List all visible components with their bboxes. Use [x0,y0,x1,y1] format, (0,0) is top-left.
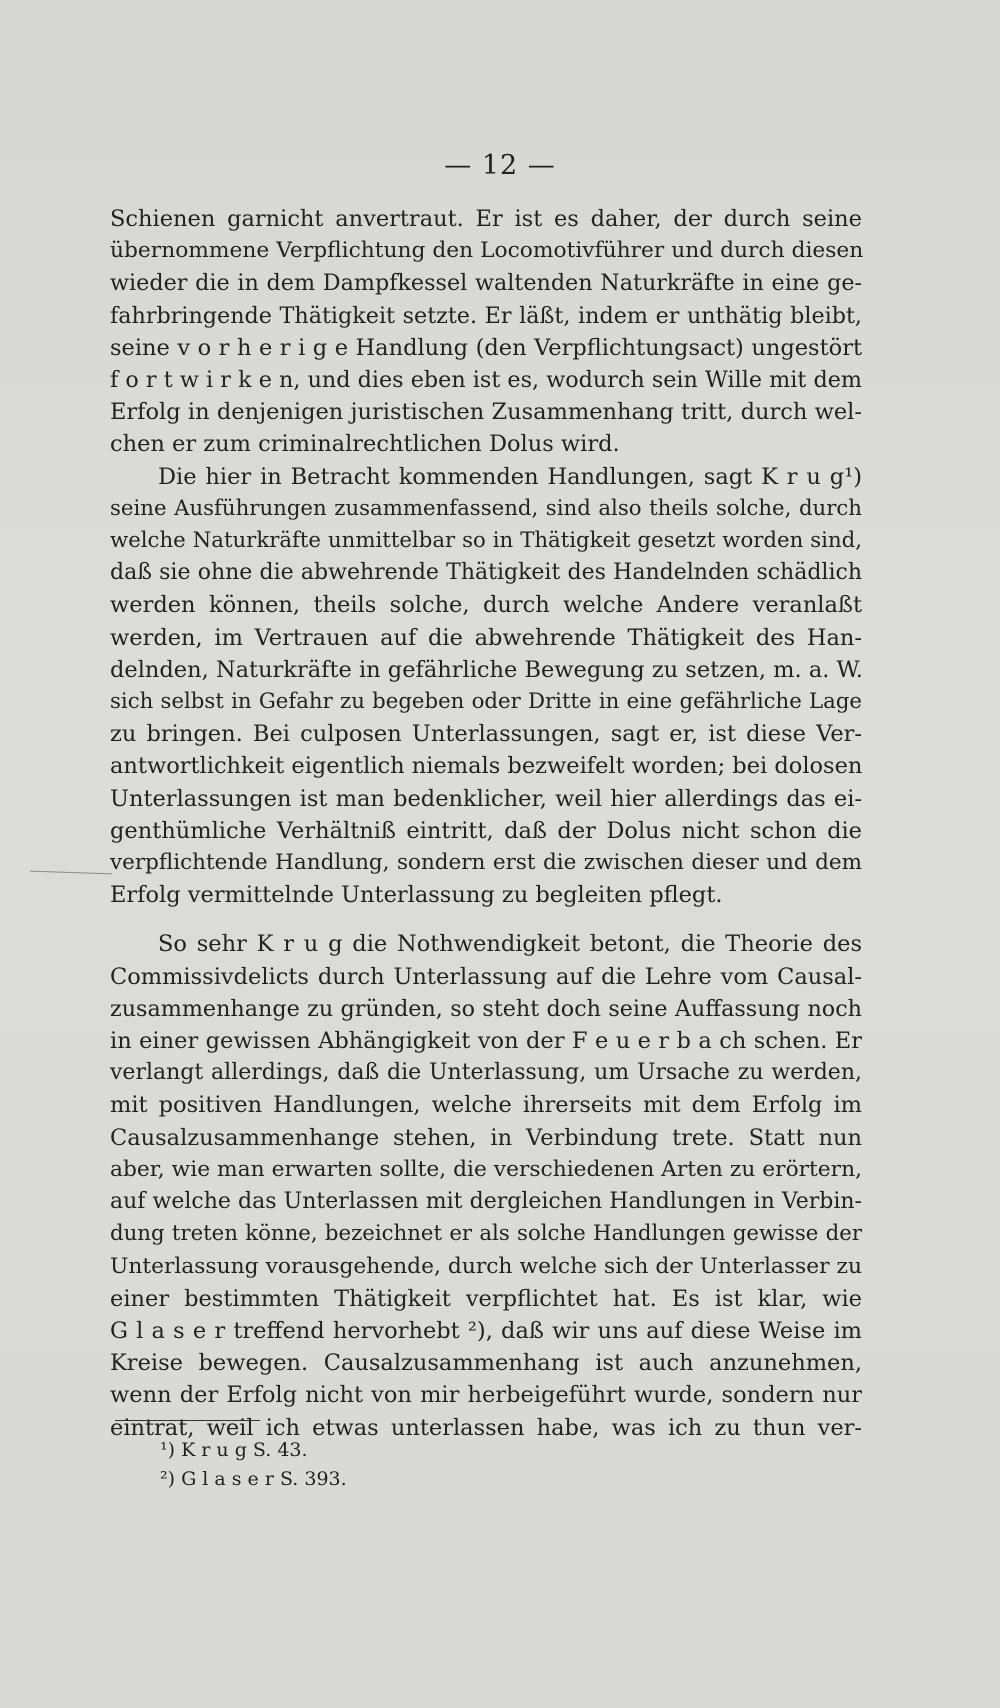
text-line: chen er zum criminalrechtlichen Dolus wird. [110,431,620,458]
text-line: Causalzusammenhange stehen, in Verbindung trete. Statt nun [110,1124,862,1151]
text-line: zusammenhange zu gründen, so steht doch seine Auffassung noch [110,995,862,1022]
text-line: Commissivdelicts durch Unterlassung auf die Lehre vom Causal- [110,963,862,990]
text-line: zu bringen. Bei culposen Unterlassungen, sagt er, ist diese Ver- [110,721,862,748]
text-line: mit positiven Handlungen, welche ihrerseits mit dem Erfolg im [110,1092,862,1119]
text-line: seine v o r h e r i g e Handlung (den Verpflichtungsact) ungestört [110,334,862,361]
text-line: Schienen garnicht anvertraut. Er ist es daher, der durch seine [110,206,862,232]
text-line: sich selbst in Gefahr zu begeben oder Dritte in eine gefährliche Lage [110,689,862,715]
body-text [110,203,862,1444]
text-line: daß sie ohne die abwehrende Thätigkeit des Handelnden schädlich [110,560,862,586]
footnote-rule [115,1420,260,1421]
paragraph-3 [110,928,862,1443]
text-line: dung treten könne, bezeichnet er als solche Handlungen gewisse der [110,1221,862,1247]
text-line: seine Ausführungen zusammenfassend, sind also theils solche, durch [110,495,862,521]
text-line: verpflichtende Handlung, sondern erst die zwischen dieser und dem [110,850,862,876]
text-line: eintrat, weil ich etwas unterlassen habe, was ich zu thun ver- [110,1414,862,1441]
text-line: werden, im Vertrauen auf die abwehrende Thätigkeit des Han- [110,624,862,651]
footnote-1: ¹) K r u g S. 43. [160,1439,308,1461]
text-line: einer bestimmten Thätigkeit verpflichtet hat. Es ist klar, wie [110,1285,862,1312]
text-line: werden können, theils solche, durch welche Andere veranlaßt [110,592,862,619]
text-line: aber, wie man erwarten sollte, die verschiedenen Arten zu erörtern, [110,1156,862,1182]
text-line: G l a s e r treffend hervorhebt ²), daß wir uns auf diese Weise im [110,1317,862,1344]
text-line: wenn der Erfolg nicht von mir herbeigeführt wurde, sondern nur [110,1382,862,1409]
text-line: So sehr K r u g die Nothwendigkeit betont, die Theorie des [158,931,862,958]
paragraph-1 [110,203,862,461]
text-line: Unterlassung vorausgehende, durch welche sich der Unterlasser zu [110,1253,862,1279]
paragraph-gap [110,911,862,928]
text-line: genthümliche Verhältniß eintritt, daß der Dolus nicht schon die [110,817,862,844]
footnotes [160,1436,347,1494]
paragraph-2 [110,461,862,912]
text-line: wieder die in dem Dampfkessel waltenden Naturkräfte in eine ge- [110,270,862,297]
page-number: — 12 — [444,150,556,181]
text-line: welche Naturkräfte unmittelbar so in Thätigkeit gesetzt worden sind, [110,528,862,554]
text-line: Erfolg vermittelnde Unterlassung zu begleiten pflegt. [110,882,723,909]
footnote-2: ²) G l a s e r S. 393. [160,1468,347,1490]
text-line: verlangt allerdings, daß die Unterlassung, um Ursache zu werden, [110,1060,862,1086]
text-line: Kreise bewegen. Causalzusammenhang ist auch anzunehmen, [110,1350,862,1377]
text-line: antwortlichkeit eigentlich niemals bezweifelt worden; bei dolosen [110,753,863,780]
text-line: Unterlassungen ist man bedenklicher, weil hier allerdings das ei- [110,785,862,812]
text-line: f o r t w i r k e n, und dies eben ist es, wodurch sein Wille mit dem [110,367,862,394]
text-line: Die hier in Betracht kommenden Handlungen, sagt K r u g¹) [158,463,862,490]
text-line: in einer gewissen Abhängigkeit von der F e u e r b a ch schen. Er [110,1028,862,1055]
text-line: auf welche das Unterlassen mit dergleichen Handlungen in Verbin- [110,1189,862,1215]
text-line: fahrbringende Thätigkeit setzte. Er läßt, indem er unthätig bleibt, [110,302,862,329]
text-line: delnden, Naturkräfte in gefährliche Bewegung zu setzen, m. a. W. [110,656,863,683]
margin-pencil-mark [30,871,112,875]
text-line: Erfolg in denjenigen juristischen Zusammenhang tritt, durch wel- [110,399,862,426]
text-line: übernommene Verpflichtung den Locomotivführer und durch diesen [110,238,864,264]
